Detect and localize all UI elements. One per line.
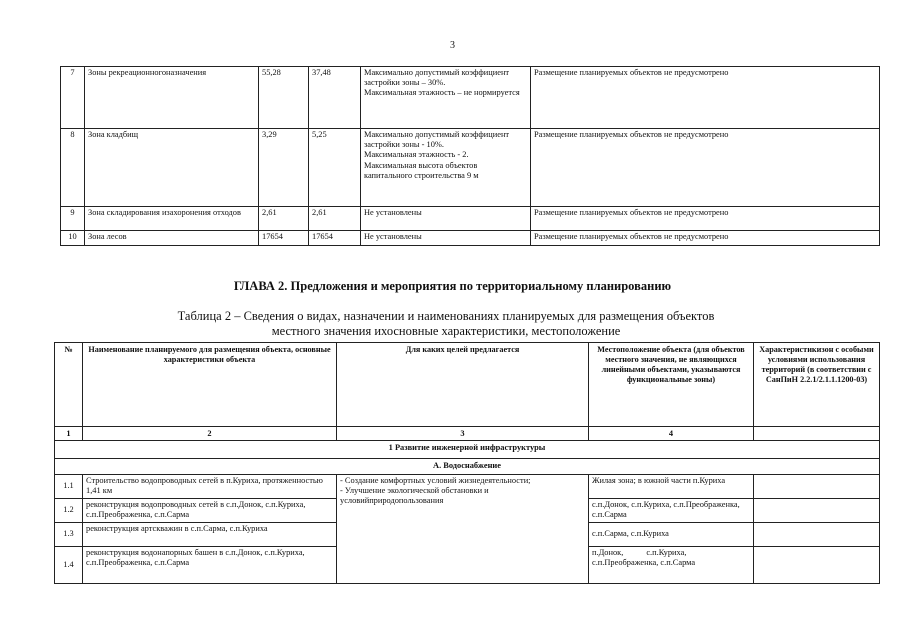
column-number: 2 <box>83 427 337 441</box>
zone-params: Не установлены <box>361 231 531 246</box>
zone-value-b: 17654 <box>309 231 361 246</box>
object-zones <box>754 547 880 584</box>
header-row <box>55 343 880 427</box>
zone-param: Максимально допустимый коэффициент застройки зоны - 10%. <box>364 130 510 150</box>
object-zones <box>754 523 880 547</box>
object-name: Строительство водопроводных сетей в п.Куриха, протяженностью 1,41 км <box>83 475 337 499</box>
row-number: 1.4 <box>55 547 83 584</box>
column-number-empty <box>754 427 880 441</box>
zone-value-b: 5,25 <box>309 129 361 207</box>
object-zones <box>754 475 880 499</box>
zone-param: Максимальная этажность – не нормируется <box>364 88 520 98</box>
zone-note: Размещение планируемых объектов не предусмотрено <box>531 67 880 129</box>
zone-value-b: 37,48 <box>309 67 361 129</box>
purpose-line: - Улучшение экологической обстановки и условийприродопользования <box>340 486 489 506</box>
zone-name: Зоны рекреационногоназначения <box>85 67 259 129</box>
table-caption-line: Таблица 2 – Сведения о видах, назначении и наименованиях планируемых для размещения объектов <box>177 309 715 323</box>
zone-value-a: 55,28 <box>259 67 309 129</box>
zone-note: Размещение планируемых объектов не предусмотрено <box>531 129 880 207</box>
object-location: с.п.Сарма, с.п.Куриха <box>589 523 754 547</box>
header-location: Местоположение объекта (для объектов местного значения, не являющихся линейными объектами, указываются функциональные зоны) <box>589 343 754 427</box>
zone-number: 10 <box>61 231 85 246</box>
column-number-row <box>55 427 880 441</box>
column-number: 4 <box>589 427 754 441</box>
table-row <box>61 67 880 129</box>
zone-params <box>361 129 531 207</box>
zone-number: 8 <box>61 129 85 207</box>
table-row <box>55 475 880 499</box>
object-name: реконструкция водопроводных сетей в с.п.Донок, с.п.Куриха, с.п.Преображенка, с.п.Сарма <box>83 499 337 523</box>
object-location: п.Донок, с.п.Куриха, с.п.Преображенка, с.п.Сарма <box>589 547 754 584</box>
header-zones: Характеристикизон с особыми условиями использования территорий (в соответствии с СанПиН 2.2.1/2.1.1.1200-03) <box>754 343 880 427</box>
zone-note: Размещение планируемых объектов не предусмотрено <box>531 207 880 231</box>
header-name: Наименование планируемого для размещения объекта, основные характеристики объекта <box>83 343 337 427</box>
row-number: 1.1 <box>55 475 83 499</box>
section-title: 1 Развитие инженерной инфраструктуры <box>55 441 880 459</box>
object-location: с.п.Донок, с.п.Куриха, с.п.Преображенка, с.п.Сарма <box>589 499 754 523</box>
zone-value-a: 2,61 <box>259 207 309 231</box>
subsection-row <box>55 459 880 475</box>
table-row <box>61 231 880 246</box>
header-num: № <box>55 343 83 427</box>
zone-value-a: 3,29 <box>259 129 309 207</box>
object-name: реконструкция артскважин в с.п.Сарма, с.п.Куриха <box>83 523 337 547</box>
table-caption <box>106 309 786 339</box>
zone-value-a: 17654 <box>259 231 309 246</box>
zone-name: Зона складирования изахоронения отходов <box>85 207 259 231</box>
header-purpose: Для каких целей предлагается <box>337 343 589 427</box>
planned-objects-table <box>54 342 880 584</box>
chapter-heading: ГЛАВА 2. Предложения и мероприятия по территориальному планированию <box>233 279 672 293</box>
zone-number: 7 <box>61 67 85 129</box>
purpose-cell <box>337 475 589 584</box>
object-name: реконструкция водонапорных башен в с.п.Донок, с.п.Куриха, с.п.Преображенка, с.п.Сарма <box>83 547 337 584</box>
row-number: 1.2 <box>55 499 83 523</box>
zone-number: 9 <box>61 207 85 231</box>
zone-name: Зона лесов <box>85 231 259 246</box>
section-row <box>55 441 880 459</box>
table-row <box>61 129 880 207</box>
purpose-line: - Создание комфортных условий жизнедеятельности; <box>340 476 531 485</box>
zone-param: Максимальная высота объектов капитального строительства 9 м <box>364 160 479 180</box>
zone-value-b: 2,61 <box>309 207 361 231</box>
zone-name: Зона кладбищ <box>85 129 259 207</box>
zone-param: Максимально допустимый коэффициент застройки зоны – 30%. <box>364 68 510 88</box>
table-caption-line: местного значения ихосновные характеристики, местоположение <box>271 324 621 338</box>
zone-params: Не установлены <box>361 207 531 231</box>
column-number: 1 <box>55 427 83 441</box>
zone-note: Размещение планируемых объектов не предусмотрено <box>531 231 880 246</box>
subsection-title: А. Водоснабжение <box>55 459 880 475</box>
zones-table <box>60 66 880 246</box>
object-location: Жилая зона; в южной части п.Куриха <box>589 475 754 499</box>
page-number: 3 <box>450 40 455 51</box>
object-zones <box>754 499 880 523</box>
zone-param: Максимальная этажность - 2. <box>364 150 469 160</box>
zone-params <box>361 67 531 129</box>
row-number: 1.3 <box>55 523 83 547</box>
column-number: 3 <box>337 427 589 441</box>
table-row <box>61 207 880 231</box>
